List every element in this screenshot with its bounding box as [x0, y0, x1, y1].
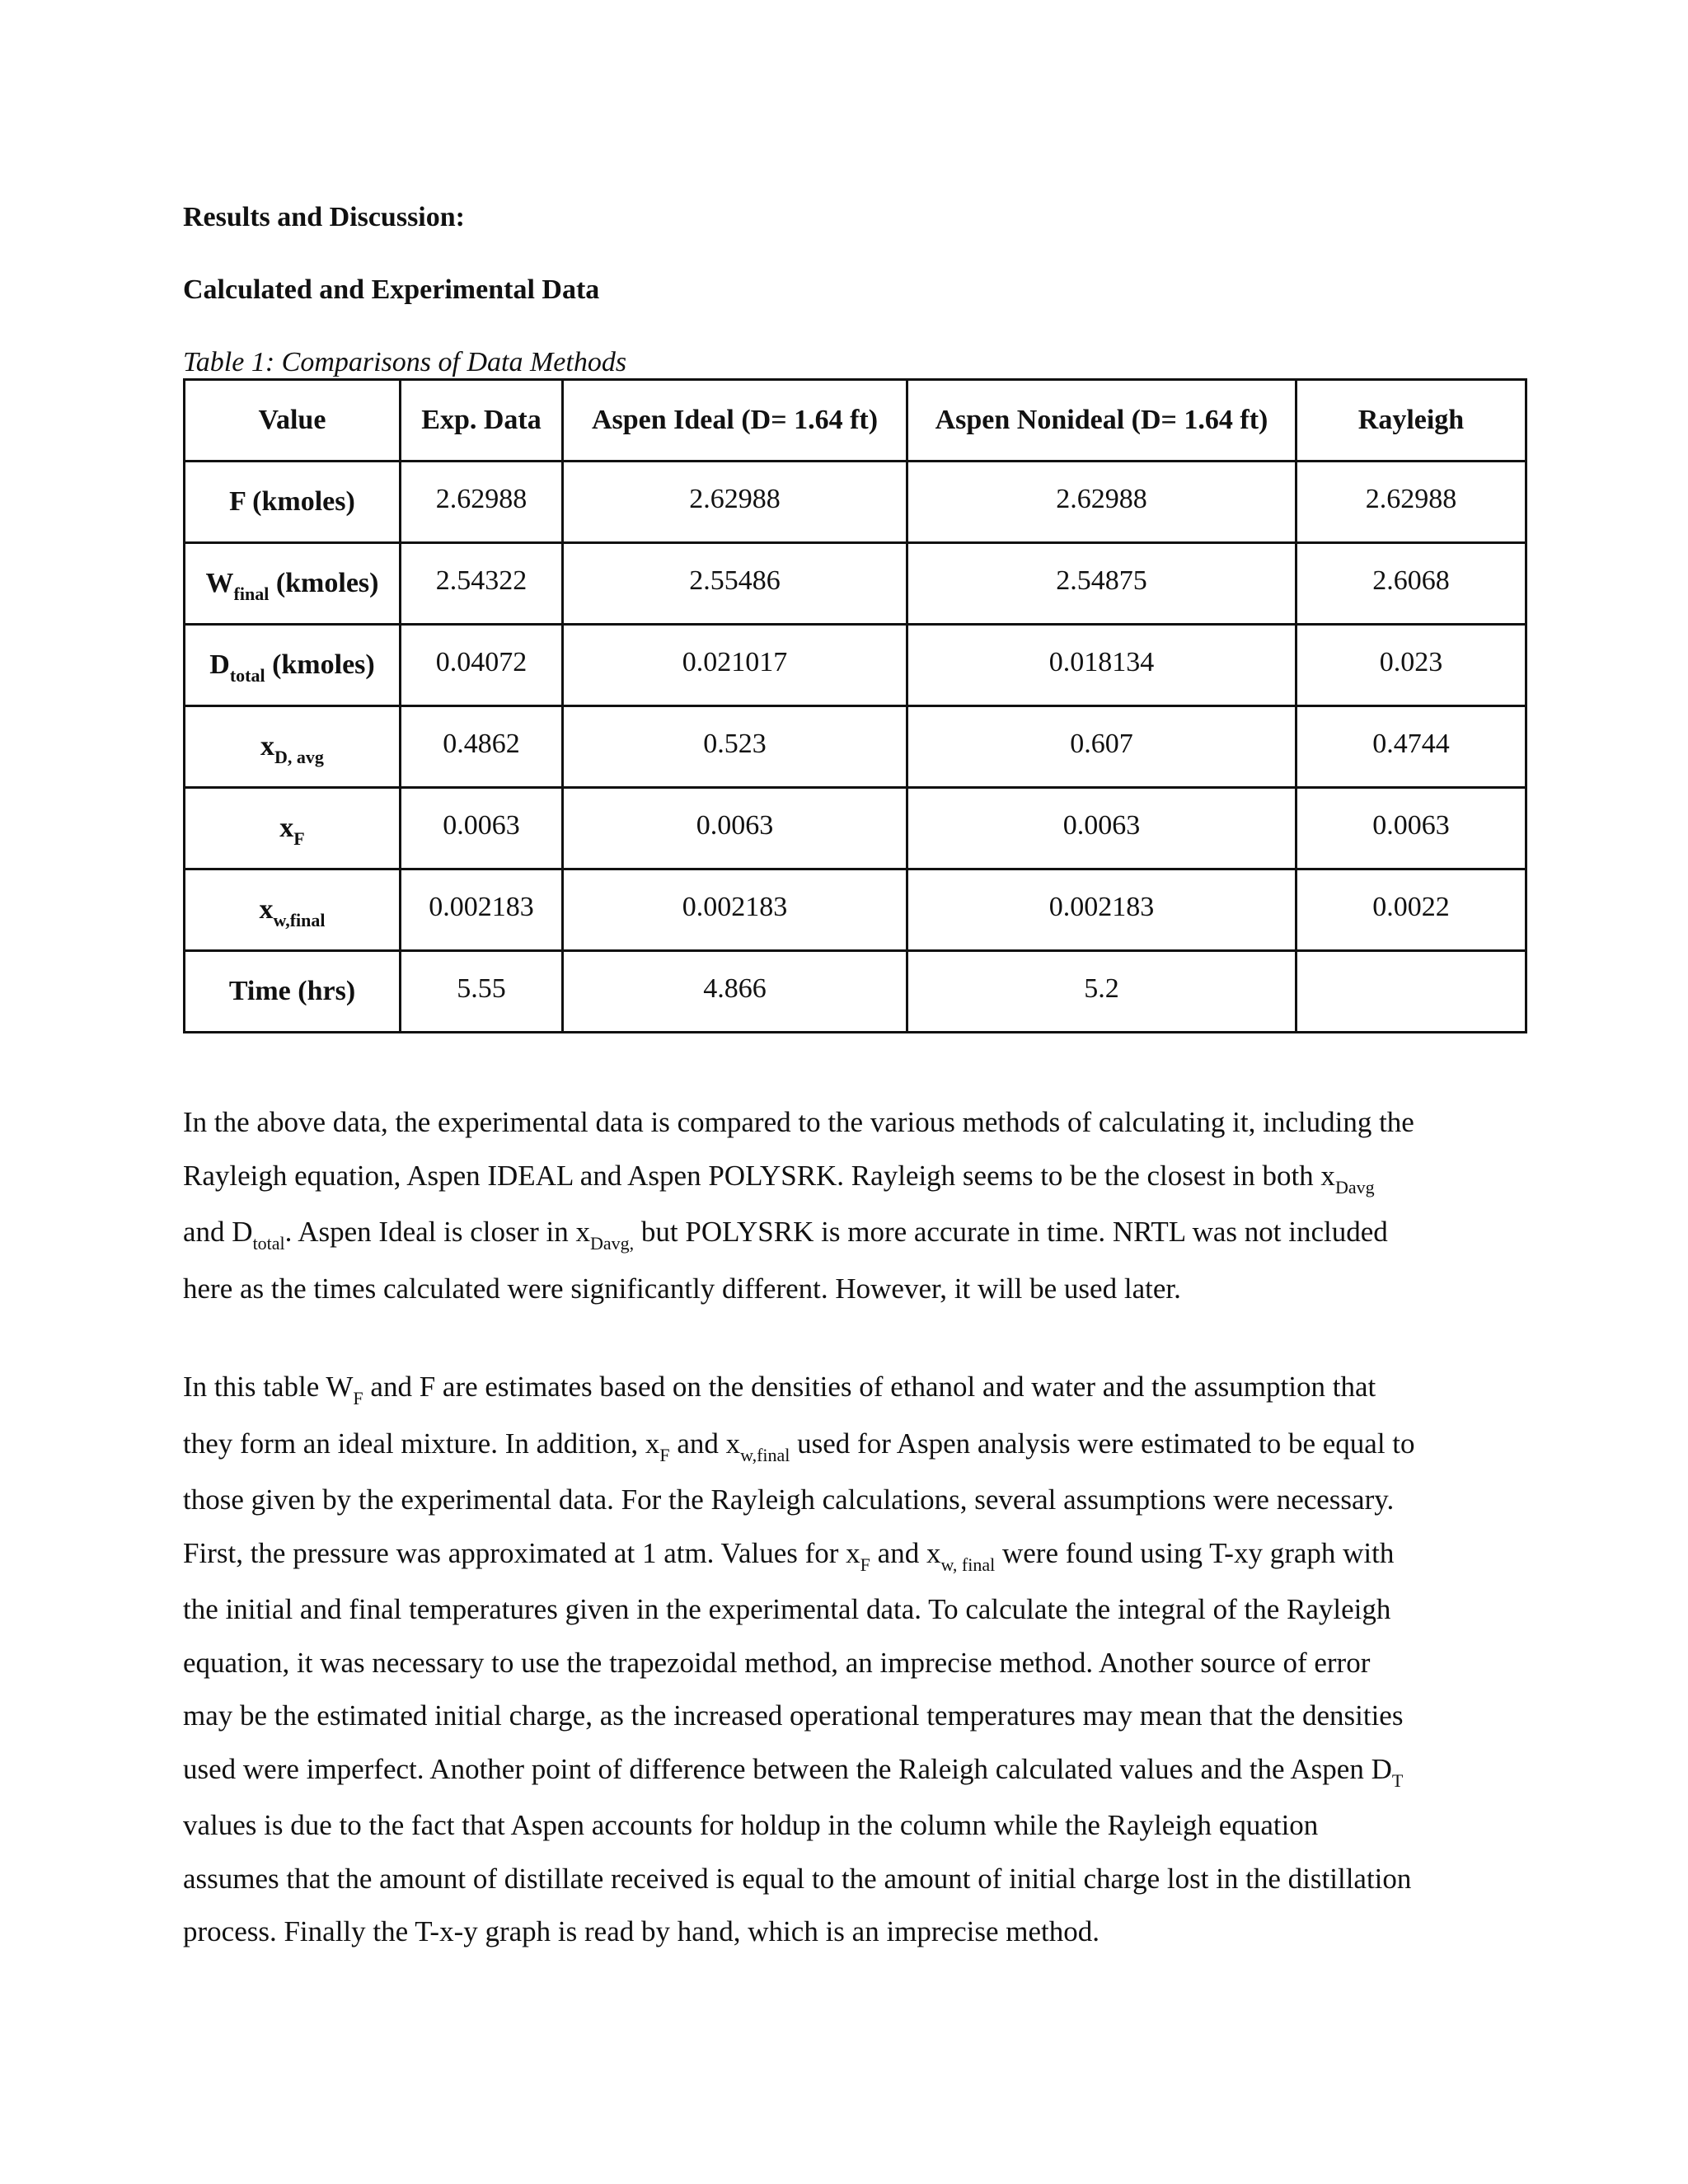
table-cell [1296, 951, 1526, 1033]
row-label-subscript: final [233, 583, 270, 604]
table-cell: 2.54875 [907, 543, 1296, 625]
table-row [185, 788, 1526, 869]
row-label-main: W [205, 568, 234, 598]
header-exp-data: Exp. Data [401, 380, 563, 462]
table-row [185, 462, 1526, 543]
row-label [185, 543, 401, 625]
paragraph-line [183, 1743, 1518, 1800]
table-cell: 0.0063 [563, 788, 907, 869]
subscript: w, final [940, 1554, 996, 1575]
text-run: and F are estimates based on the densities of ethanol and water and the assumption that [363, 1371, 1376, 1403]
table-cell: 0.018134 [907, 625, 1296, 706]
text-run: they form an ideal mixture. In addition, x [183, 1427, 660, 1460]
table-cell: 0.4862 [401, 706, 563, 788]
table-row [185, 951, 1526, 1033]
table-row [185, 706, 1526, 788]
table-cell: 4.866 [563, 951, 907, 1033]
subscript: Davg [1334, 1176, 1375, 1197]
text-run: . Aspen Ideal is closer in x [284, 1216, 591, 1248]
paragraph-line: In the above data, the experimental data is compared to the various methods of calculating it, including the [183, 1106, 1414, 1138]
table-cell: 2.62988 [907, 462, 1296, 543]
paragraph-line: assumes that the amount of distillate received is equal to the amount of initial charge lost in the distillation [183, 1862, 1412, 1895]
table-cell: 5.2 [907, 951, 1296, 1033]
text-run: but POLYSRK is more accurate in time. NRTL was not included [634, 1216, 1388, 1248]
table-row [185, 543, 1526, 625]
subscript: total [252, 1233, 285, 1254]
row-label-subscript: total [229, 665, 265, 686]
table-cell: 0.002183 [907, 869, 1296, 951]
subscript: w,final [740, 1444, 790, 1465]
text-run: Rayleigh equation, Aspen IDEAL and Aspen POLYSRK. Rayleigh seems to be the closest in both x [183, 1159, 1335, 1192]
subscript: T [1391, 1769, 1404, 1791]
paragraph-line [183, 1527, 1518, 1584]
row-label-main: x [260, 731, 275, 762]
row-label-subscript: F [293, 828, 305, 849]
section-heading: Results and Discussion: [183, 202, 465, 232]
table-cell: 0.0063 [1296, 788, 1526, 869]
discussion-paragraph-1 [183, 1096, 1518, 1315]
table-cell: 0.04072 [401, 625, 563, 706]
table-cell: 0.0063 [401, 788, 563, 869]
row-label-subscript: D, avg [274, 747, 324, 767]
text-run: and D [183, 1216, 253, 1248]
text-run: In this table W [183, 1371, 354, 1403]
row-label [185, 706, 401, 788]
table-cell: 0.0022 [1296, 869, 1526, 951]
row-label-main: x [279, 813, 294, 843]
subscript: F [659, 1444, 670, 1465]
table-row [185, 869, 1526, 951]
table-cell: 0.002183 [563, 869, 907, 951]
table-cell: 0.0063 [907, 788, 1296, 869]
row-label-tail: (kmoles) [269, 568, 379, 598]
header-rayleigh: Rayleigh [1296, 380, 1526, 462]
comparison-table [183, 378, 1527, 1033]
row-label [185, 869, 401, 951]
paragraph-line: here as the times calculated were significantly different. However, it will be used later. [183, 1272, 1181, 1305]
table-header-row [185, 380, 1526, 462]
subscript: Davg, [590, 1233, 635, 1254]
table-row [185, 625, 1526, 706]
paragraph-line: may be the estimated initial charge, as the increased operational temperatures may mean that the densities [183, 1699, 1404, 1732]
table-cell: 2.6068 [1296, 543, 1526, 625]
row-label [185, 625, 401, 706]
row-label-main: D [209, 649, 230, 680]
table-cell: 2.62988 [563, 462, 907, 543]
table-cell: 5.55 [401, 951, 563, 1033]
text-run: used were imperfect. Another point of difference between the Raleigh calculated values and the Aspen D [183, 1752, 1392, 1785]
row-label-subscript: w,final [273, 910, 326, 930]
paragraph-line: values is due to the fact that Aspen accounts for holdup in the column while the Rayleigh equation [183, 1809, 1319, 1841]
header-value: Value [185, 380, 401, 462]
table-cell: 0.023 [1296, 625, 1526, 706]
subsection-heading: Calculated and Experimental Data [183, 274, 600, 305]
table-cell: 0.021017 [563, 625, 907, 706]
table-cell: 0.002183 [401, 869, 563, 951]
header-aspen-ideal: Aspen Ideal (D= 1.64 ft) [563, 380, 907, 462]
table-cell: 2.62988 [1296, 462, 1526, 543]
paragraph-line: those given by the experimental data. For the Rayleigh calculations, several assumptions were necessary. [183, 1483, 1395, 1516]
row-label-tail: (kmoles) [265, 649, 375, 680]
row-label: Time (hrs) [185, 951, 401, 1033]
text-run: were found using T-xy graph with [995, 1536, 1395, 1569]
table-caption: Table 1: Comparisons of Data Methods [183, 347, 627, 377]
table-cell: 2.55486 [563, 543, 907, 625]
paragraph-line: equation, it was necessary to use the trapezoidal method, an imprecise method. Another source of error [183, 1646, 1371, 1679]
text-run: and x [669, 1427, 741, 1460]
paragraph-line [183, 1206, 1518, 1263]
paragraph-line: process. Finally the T-x-y graph is read by hand, which is an imprecise method. [183, 1915, 1100, 1947]
table-cell: 2.54322 [401, 543, 563, 625]
subscript: F [353, 1388, 363, 1408]
header-aspen-nonideal: Aspen Nonideal (D= 1.64 ft) [907, 380, 1296, 462]
row-label: F (kmoles) [185, 462, 401, 543]
table-cell: 0.523 [563, 706, 907, 788]
table-cell: 0.607 [907, 706, 1296, 788]
text-run: used for Aspen analysis were estimated to be equal to [790, 1427, 1415, 1460]
table-cell: 2.62988 [401, 462, 563, 543]
subscript: F [860, 1554, 870, 1575]
paragraph-line [183, 1150, 1518, 1207]
paragraph-line [183, 1361, 1518, 1418]
text-run: and x [870, 1536, 941, 1569]
row-label [185, 788, 401, 869]
table-cell: 0.4744 [1296, 706, 1526, 788]
paragraph-line [183, 1418, 1518, 1474]
row-label-main: x [259, 894, 274, 925]
discussion-paragraph-2 [183, 1361, 1518, 1959]
paragraph-line: the initial and final temperatures given in the experimental data. To calculate the integral of the Rayleigh [183, 1593, 1391, 1625]
text-run: First, the pressure was approximated at 1 atm. Values for x [183, 1536, 860, 1569]
